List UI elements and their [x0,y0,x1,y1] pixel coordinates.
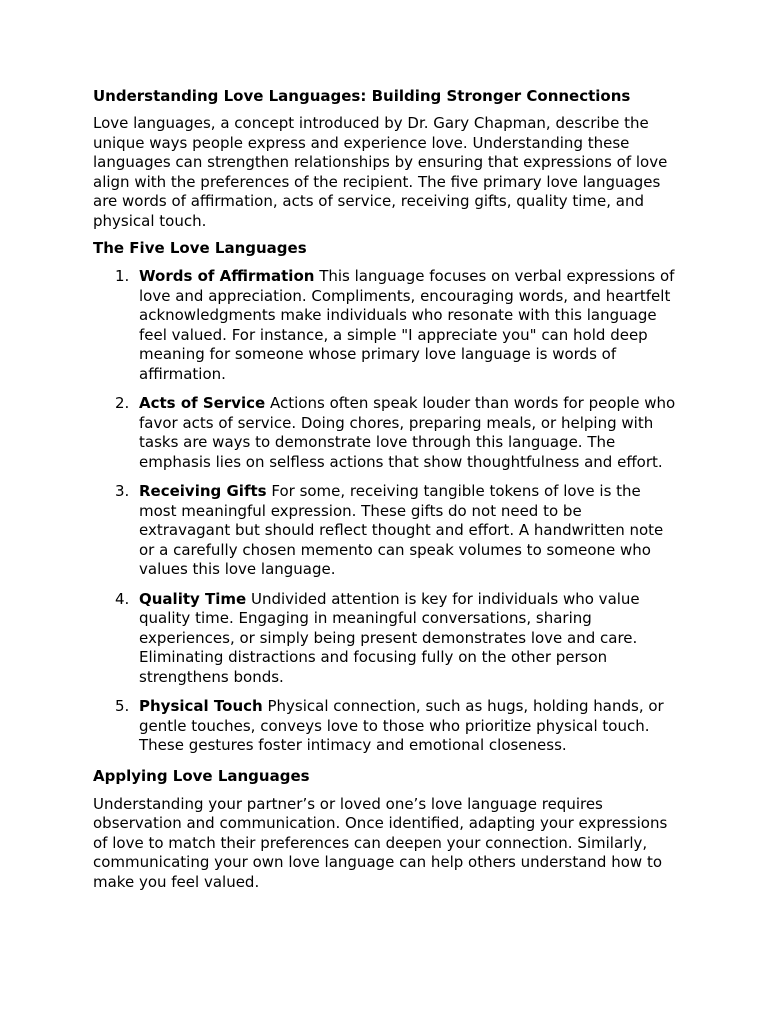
list-item-number: 5. [115,697,130,715]
list-item-number: 1. [115,267,130,285]
applying-paragraph: Understanding your partner’s or loved one’s love language requires observation and communication. Once identified, adapting your expressions of love to match their preferences can deepen your connection. Similarly, communicating your own love language can help others understand how to make you feel valued. [93,794,668,891]
list-item-term: Physical Touch [139,697,263,715]
list-item-text: Actions often speak louder than words for people who favor acts of service. Doing chores, preparing meals, or helping with tasks are ways to demonstrate love through this language. The emphasis lies on selfless actions that show thoughtfulness and effort. [139,394,676,471]
applying-love-languages-heading: Applying Love Languages [93,766,310,785]
list-item-words-of-affirmation [93,267,676,384]
list-item-term: Quality Time [139,589,247,608]
list-item-text: This language focuses on verbal expressions of love and appreciation. Compliments, encouraging words, and heartfelt acknowledgments make individuals who resonate with this language feel valued. For instance, a simple "I appreciate you" can hold deep meaning for someone whose primary love language is words of affirmation. [139,267,675,383]
list-item-number: 2. [115,394,130,412]
list-item-physical-touch [93,697,676,756]
list-item-term: Acts of Service [139,394,266,412]
list-item-text: For some, receiving tangible tokens of love is the most meaningful expression. These gifts do not need to be extravagant but should reflect thought and effort. A handwritten note or a carefully chosen memento can speak volumes to someone who values this love language. [139,482,664,578]
list-item-number: 3. [115,482,130,500]
list-item-text: Physical connection, such as hugs, holding hands, or gentle touches, conveys love to those who prioritize physical touch. These gestures foster intimacy and emotional closeness. [139,697,664,754]
list-item-number: 4. [115,589,130,608]
document-title: Understanding Love Languages: Building Stronger Connections [93,87,631,105]
list-item-quality-time [93,590,676,688]
list-item-receiving-gifts [93,482,676,580]
list-item-term: Receiving Gifts [139,482,267,500]
intro-paragraph: Love languages, a concept introduced by Dr. Gary Chapman, describe the unique ways people express and experience love. Understanding these languages can strengthen relationships by ensuring that expressions of love align with the preferences of the recipient. The five primary love languages are words of affirmation, acts of service, receiving gifts, quality time, and physical touch. [93,114,668,230]
love-languages-list [93,267,676,756]
list-item-term: Words of Affirmation [139,267,315,285]
list-item-text: Undivided attention is key for individuals who value quality time. Engaging in meaningful conversations, sharing experiences, or simply being present demonstrates love and care. Eliminating distractions and focusing fully on the other person strengthens bonds. [139,589,640,686]
five-love-languages-heading: The Five Love Languages [93,239,307,257]
list-item-acts-of-service [93,394,676,472]
